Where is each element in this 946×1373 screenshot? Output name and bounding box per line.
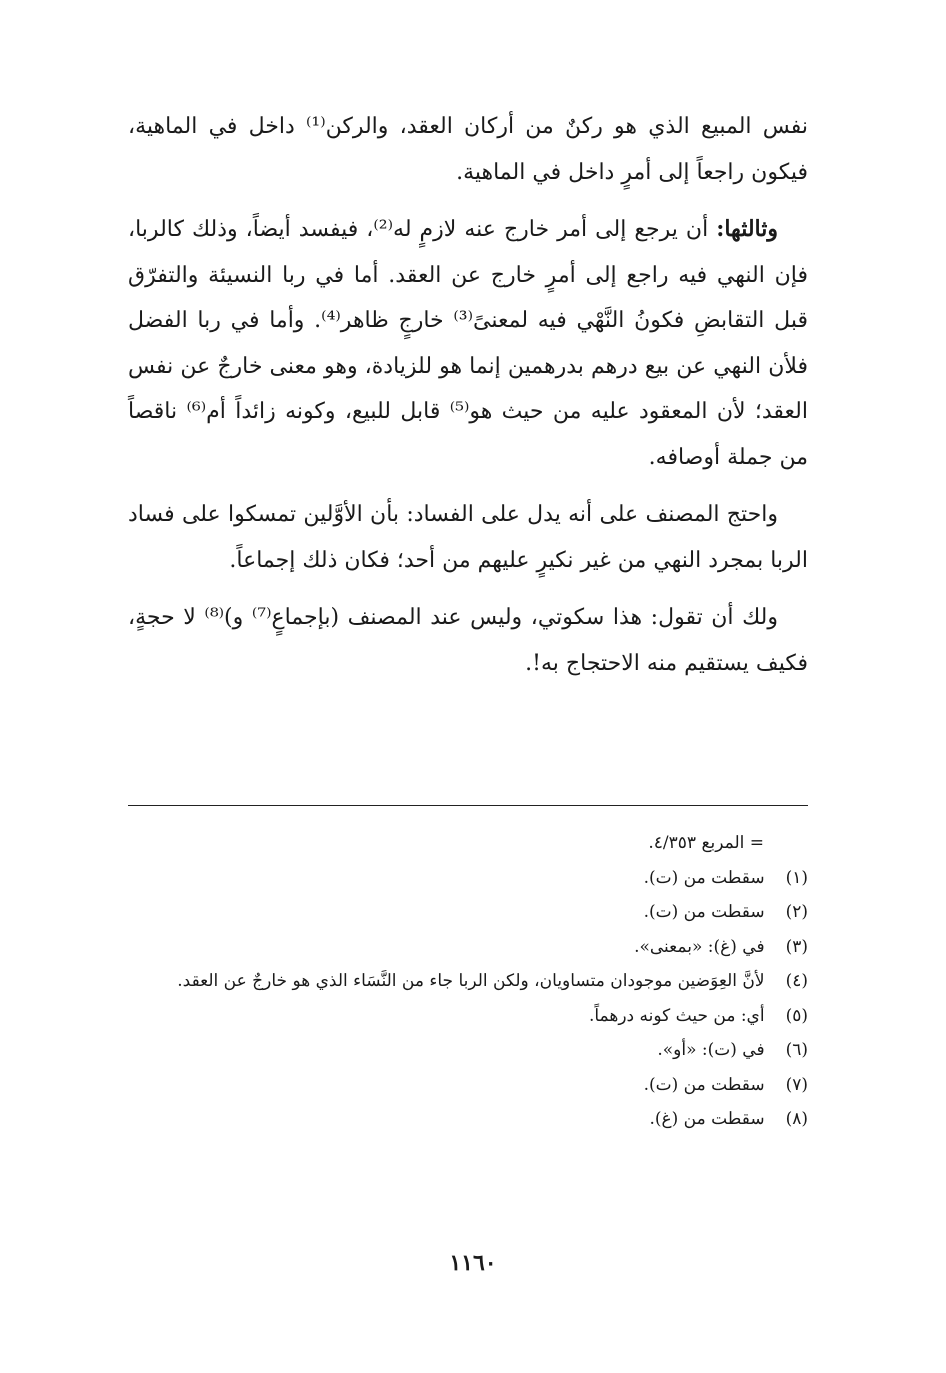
footnote-item xyxy=(128,1102,808,1137)
footnote-text: أي: من حيث كونه درهماً. xyxy=(588,1005,765,1026)
paragraph-text: نفس المبيع الذي هو ركنٌ من أركان العقد، والركن⁽¹⁾ داخل في الماهية، فيكون راجعاً إلى أمرٍ داخل في الماهية. xyxy=(128,114,809,185)
footnote-item xyxy=(128,1068,808,1103)
footnote-continuation: = المربع ٤/٣٥٣. xyxy=(648,833,764,853)
footnote-item xyxy=(128,999,808,1034)
footnote-text: في (ت): «أو». xyxy=(657,1040,765,1060)
paragraph-lead: وثالثها: xyxy=(716,216,778,242)
paragraph-4 xyxy=(128,595,808,686)
page-number: ١١٦٠ xyxy=(449,1250,497,1276)
footnote-number: (٧) xyxy=(785,1074,808,1095)
footnote-number: (٤) xyxy=(785,971,808,991)
footnote-text: سقطت من (ت). xyxy=(643,867,765,888)
footnote-text: سقطت من (ت). xyxy=(643,902,765,922)
footnote-number: (٨) xyxy=(785,1109,808,1129)
main-text-body xyxy=(128,104,808,698)
footnote-item xyxy=(128,1033,808,1068)
footnote-number: (٦) xyxy=(785,1040,808,1060)
footnote-item xyxy=(128,964,808,999)
paragraph-3 xyxy=(128,492,808,583)
footnote-text: سقطت من (غ). xyxy=(649,1109,765,1129)
footnote-item xyxy=(128,861,808,896)
footnote-text: في (غ): «بمعنى». xyxy=(634,936,765,957)
footnote-item xyxy=(128,895,808,930)
paragraph-text: ولك أن تقول: هذا سكوتي، وليس عند المصنف (بإجماعٍ⁽⁷⁾ و)⁽⁸⁾ لا حجةٍ، فكيف يستقيم منه الاحتجاج به!. xyxy=(128,605,808,676)
footnote-number: (٥) xyxy=(785,1005,808,1026)
paragraph-2 xyxy=(128,207,808,480)
paragraph-text: واحتج المصنف على أنه يدل على الفساد: بأن الأوَّلين تمسكوا على فساد الربا بمجرد النهي من غير نكيرٍ عليهم من أحد؛ فكان ذلك إجماعاً. xyxy=(128,502,808,573)
footnote-number: (١) xyxy=(785,867,808,888)
footnote-item xyxy=(128,930,808,965)
footnote-text: لأنَّ العِوَضين موجودان متساويان، ولكن الربا جاء من النَّسَاء الذي هو خارجٌ عن العقد. xyxy=(177,971,765,991)
footnotes-section xyxy=(128,826,808,1137)
footnote-text: سقطت من (ت). xyxy=(643,1074,765,1095)
paragraph-1 xyxy=(128,104,808,195)
footnote-number: (٣) xyxy=(785,936,808,957)
footnote-number: (٢) xyxy=(785,902,808,922)
footnote-divider xyxy=(128,805,808,806)
paragraph-text: أن يرجع إلى أمر خارج عنه لازمٍ له⁽²⁾، فيفسد أيضاً، وذلك كالربا، فإن النهي فيه راجع إلى أمرٍ خارج عن العقد. أما في ربا النسيئة والتفرّق قبل التقابضِ فكونُ النَّهْي فيه لمعنىً⁽³⁾ خارجٍ ظاهر⁽⁴⁾. وأما في ربا الفضل فلأن النهي عن بيع درهم بدرهمين إنما هو للزيادة، وهو معنى خارجٌ عن نفس العقد؛ لأن المعقود عليه من حيث هو⁽⁵⁾ قابل للبيع، وكونه زائداً أم⁽⁶⁾ ناقصاً من جملة أوصافه. xyxy=(128,217,808,470)
